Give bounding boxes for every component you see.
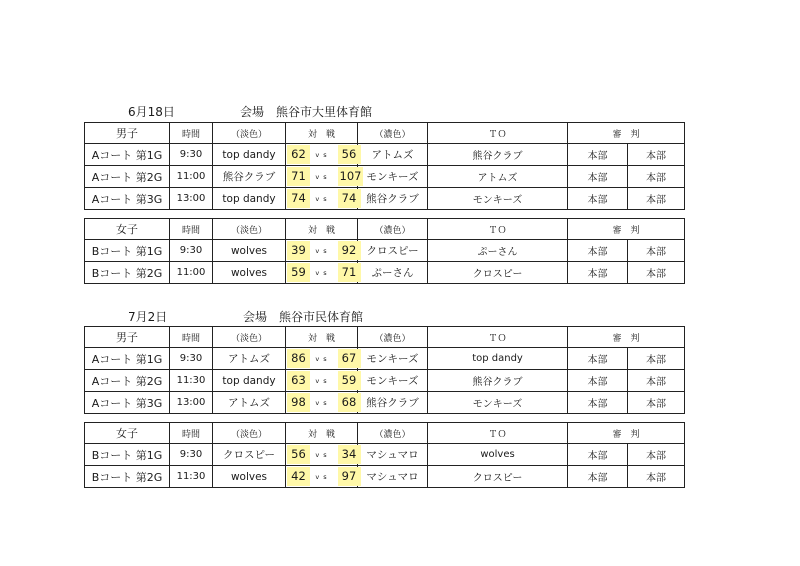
referee-1: 本部 [568,166,628,188]
table-officials: クロスピー [428,262,568,284]
table-officials: アトムズ [428,166,568,188]
table-row [85,370,685,392]
vs-cell [307,262,337,284]
vs-cell [307,188,337,210]
table-officials: wolves [428,444,568,466]
light-score-cell [286,240,307,262]
table-officials: top dandy [428,348,568,370]
table-officials: 熊谷クラブ [428,370,568,392]
section-header [0,306,800,324]
light-team: top dandy [213,188,286,210]
light-team: wolves [213,262,286,284]
vs-label: v s [315,399,328,407]
light-score-cell [286,188,307,210]
referee-2: 本部 [628,466,685,488]
dark-score-cell [337,392,358,414]
vs-label: v s [315,247,328,255]
dark-team: 熊谷クラブ [358,392,428,414]
light-team: アトムズ [213,348,286,370]
start-time: 11:00 [170,166,213,188]
venue-label: 会場 熊谷市大里体育館 [240,105,373,119]
header-row [85,423,685,444]
dark-team: ぷーさん [358,262,428,284]
category-label: 男子 [85,327,170,348]
referee-1: 本部 [568,444,628,466]
dark-score-cell [337,370,358,392]
table-row [85,262,685,284]
referee-2: 本部 [628,240,685,262]
light-team: top dandy [213,370,286,392]
header-versus: 対 戦 [286,219,358,240]
start-time: 9:30 [170,144,213,166]
table-row [85,166,685,188]
section-header [0,101,800,119]
light-score: 71 [287,167,310,186]
table-row [85,240,685,262]
header-row [85,219,685,240]
vs-label: v s [315,173,328,181]
header-light-color: （淡色） [213,327,286,348]
dark-team: 熊谷クラブ [358,188,428,210]
light-score-cell [286,166,307,188]
light-score-cell [286,466,307,488]
table-row [85,144,685,166]
light-team: 熊谷クラブ [213,166,286,188]
referee-1: 本部 [568,348,628,370]
light-score: 56 [287,445,310,464]
venue-label: 会場 熊谷市民体育館 [243,310,364,324]
light-score-cell [286,444,307,466]
light-score-cell [286,348,307,370]
light-team: アトムズ [213,392,286,414]
header-to: ＴＯ [428,423,568,444]
header-dark-color: （濃色） [358,123,428,144]
dark-score-cell [337,348,358,370]
dark-score-cell [337,444,358,466]
vs-cell [307,370,337,392]
referee-2: 本部 [628,262,685,284]
referee-2: 本部 [628,188,685,210]
header-time: 時間 [170,219,213,240]
vs-cell [307,144,337,166]
category-label: 女子 [85,219,170,240]
court-game: Aコート 第2G [85,370,170,392]
start-time: 9:30 [170,348,213,370]
court-game: Aコート 第2G [85,166,170,188]
event-date: 6月18日 [128,105,175,119]
vs-cell [307,348,337,370]
light-score: 42 [287,467,310,486]
light-score-cell [286,144,307,166]
dark-score-cell [337,240,358,262]
referee-1: 本部 [568,240,628,262]
light-score: 98 [287,393,310,412]
table-officials: モンキーズ [428,392,568,414]
start-time: 11:30 [170,370,213,392]
light-team: wolves [213,466,286,488]
dark-score: 71 [338,263,361,282]
referee-2: 本部 [628,348,685,370]
dark-score-cell [337,188,358,210]
vs-cell [307,240,337,262]
dark-score-cell [337,144,358,166]
header-time: 時間 [170,327,213,348]
dark-score-cell [337,166,362,188]
table-officials: 熊谷クラブ [428,144,568,166]
court-game: Bコート 第1G [85,240,170,262]
table-row [85,188,685,210]
light-score: 74 [287,189,310,208]
header-versus: 対 戦 [286,423,358,444]
dark-score: 74 [338,189,361,208]
dark-score: 67 [338,349,361,368]
vs-cell [307,444,337,466]
start-time: 9:30 [170,444,213,466]
referee-1: 本部 [568,144,628,166]
vs-label: v s [315,269,328,277]
court-game: Aコート 第1G [85,348,170,370]
dark-team: クロスピー [358,240,428,262]
schedule-table [84,422,685,488]
referee-2: 本部 [628,370,685,392]
dark-score: 56 [338,145,361,164]
light-score: 62 [287,145,310,164]
header-to: ＴＯ [428,327,568,348]
start-time: 11:30 [170,466,213,488]
court-game: Bコート 第2G [85,466,170,488]
table-officials: モンキーズ [428,188,568,210]
referee-1: 本部 [568,370,628,392]
referee-1: 本部 [568,466,628,488]
referee-1: 本部 [568,188,628,210]
dark-team: アトムズ [358,144,428,166]
dark-score: 97 [338,467,361,486]
light-score: 63 [287,371,310,390]
referee-2: 本部 [628,444,685,466]
header-light-color: （淡色） [213,423,286,444]
header-versus: 対 戦 [286,123,358,144]
header-row [85,123,685,144]
vs-label: v s [315,195,328,203]
vs-label: v s [315,473,328,481]
event-date: 7月2日 [128,310,168,324]
table-row [85,392,685,414]
header-time: 時間 [170,123,213,144]
light-score-cell [286,392,307,414]
dark-team: モンキーズ [358,370,428,392]
dark-score: 59 [338,371,361,390]
header-referee: 審 判 [568,423,685,444]
light-score: 59 [287,263,310,282]
referee-2: 本部 [628,392,685,414]
court-game: Aコート 第1G [85,144,170,166]
table-officials: ぷーさん [428,240,568,262]
header-time: 時間 [170,423,213,444]
start-time: 13:00 [170,188,213,210]
vs-label: v s [315,151,328,159]
header-row [85,327,685,348]
dark-team: マシュマロ [358,444,428,466]
header-dark-color: （濃色） [358,327,428,348]
table-row [85,466,685,488]
light-score: 39 [287,241,310,260]
dark-score: 92 [338,241,361,260]
schedule-table [84,122,685,210]
start-time: 13:00 [170,392,213,414]
light-score-cell [286,262,307,284]
schedule-table [84,326,685,414]
table-row [85,348,685,370]
vs-label: v s [315,451,328,459]
vs-cell [307,166,337,188]
referee-2: 本部 [628,144,685,166]
light-team: wolves [213,240,286,262]
dark-team: マシュマロ [358,466,428,488]
vs-cell [307,466,337,488]
vs-label: v s [315,355,328,363]
light-team: top dandy [213,144,286,166]
dark-team: モンキーズ [358,348,428,370]
court-game: Aコート 第3G [85,392,170,414]
table-row [85,444,685,466]
table-officials: クロスピー [428,466,568,488]
vs-label: v s [315,377,328,385]
header-to: ＴＯ [428,219,568,240]
dark-score-cell [337,262,358,284]
referee-2: 本部 [628,166,685,188]
start-time: 11:00 [170,262,213,284]
start-time: 9:30 [170,240,213,262]
category-label: 女子 [85,423,170,444]
court-game: Aコート 第3G [85,188,170,210]
dark-score: 34 [338,445,361,464]
header-referee: 審 判 [568,219,685,240]
header-dark-color: （濃色） [358,219,428,240]
light-team: クロスピー [213,444,286,466]
category-label: 男子 [85,123,170,144]
schedule-table [84,218,685,284]
referee-1: 本部 [568,392,628,414]
light-score: 86 [287,349,310,368]
header-to: ＴＯ [428,123,568,144]
light-score-cell [286,370,307,392]
vs-cell [307,392,337,414]
header-dark-color: （濃色） [358,423,428,444]
dark-score: 68 [338,393,361,412]
header-versus: 対 戦 [286,327,358,348]
court-game: Bコート 第2G [85,262,170,284]
dark-team: モンキーズ [358,166,428,188]
header-referee: 審 判 [568,123,685,144]
header-light-color: （淡色） [213,219,286,240]
dark-score: 107 [338,167,364,186]
dark-score-cell [337,466,358,488]
court-game: Bコート 第1G [85,444,170,466]
referee-1: 本部 [568,262,628,284]
header-light-color: （淡色） [213,123,286,144]
header-referee: 審 判 [568,327,685,348]
